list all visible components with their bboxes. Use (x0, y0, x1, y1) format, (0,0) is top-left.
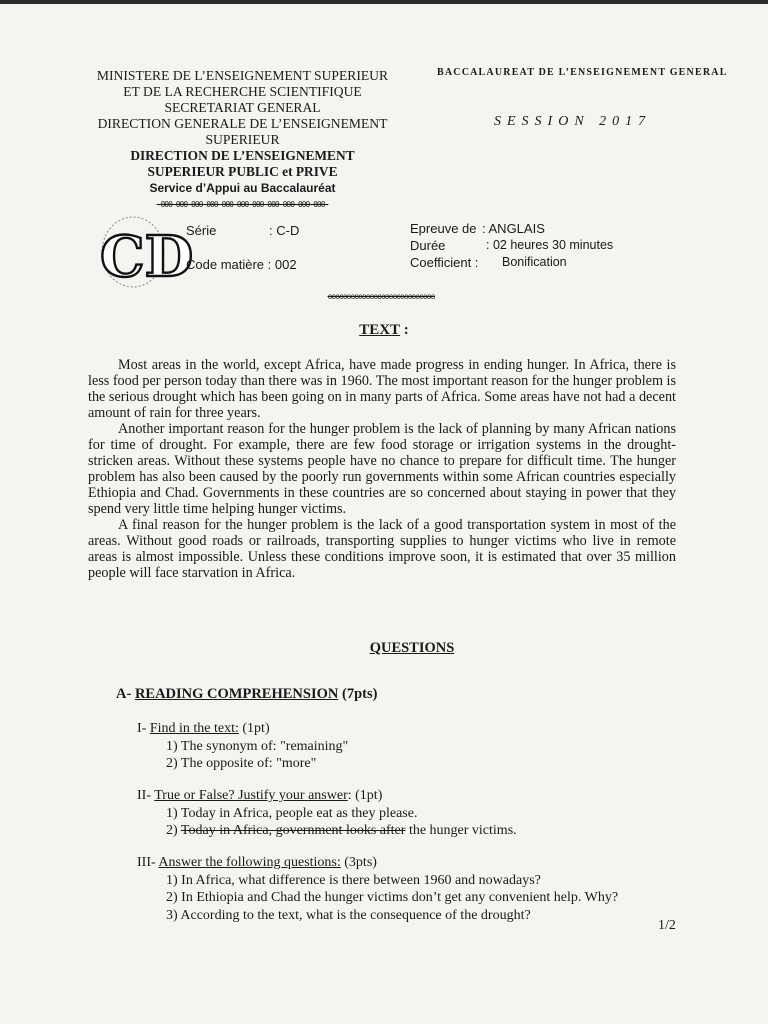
section-a-prefix: A- (116, 686, 135, 702)
ministry-line: DIRECTION GENERALE DE L’ENSEIGNEMENT (97, 116, 388, 131)
part-title: True or False? Justify your answer (154, 788, 348, 803)
question-item: 2) The opposite of: "more" (166, 756, 317, 771)
passage-paragraph: A final reason for the hunger problem is the lack of a good transportation system in most of the areas. Without good roads or railroads, transporting supplies to hunger victims who live in remote areas is almost impossible. Unless these conditions improve soon, it is estimated that over 35 million people will face starvation in Africa. (88, 517, 676, 581)
question-item: 1) Today in Africa, people eat as they please. (166, 805, 418, 821)
ministry-line: MINISTERE DE L’ENSEIGNEMENT SUPERIEUR (96, 68, 389, 83)
cd-seal-logo (98, 214, 194, 290)
struck-text: Today in Africa, government looks after (180, 823, 406, 838)
exam-title: BACCALAUREAT DE L’ENSEIGNEMENT GENERAL (437, 67, 728, 78)
coefficient-label: Coefficient : (410, 255, 479, 270)
text-heading-colon: : (400, 322, 409, 338)
part-number: I- (137, 721, 150, 736)
ministry-line: ET DE LA RECHERCHE SCIENTIFIQUE (123, 84, 362, 99)
direction-line: SUPERIEUR PUBLIC et PRIVE (147, 164, 338, 179)
logo-letters: CD (100, 224, 194, 290)
part-heading (137, 787, 517, 805)
session-label: SESSION 2017 (494, 114, 652, 129)
code-matiere (186, 257, 297, 272)
ministry-header (70, 68, 415, 213)
separator: oooooooooooooooooooooooooooo (327, 292, 435, 301)
page-number: 1/2 (658, 918, 676, 933)
epreuve-value: : ANGLAIS (482, 221, 545, 236)
question-part-3 (137, 854, 618, 924)
part-title: Find in the text: (149, 721, 239, 736)
service-line: Service d’Appui au Baccalauréat (149, 181, 336, 195)
text-heading (0, 322, 768, 339)
question-item: 1) The synonym of: "remaining" (166, 738, 349, 754)
part-points: : (1pt) (347, 788, 383, 803)
question-item: 1) In Africa, what difference is there between 1960 and nowadays? (166, 872, 541, 888)
serie-value: : C-D (269, 223, 300, 238)
section-a-heading (116, 686, 377, 703)
direction-line: DIRECTION DE L’ENSEIGNEMENT (130, 148, 355, 163)
questions-heading (0, 640, 768, 657)
code-label: Code matière : 002 (186, 257, 297, 272)
item-prefix: 2) (166, 823, 181, 838)
passage-paragraph: Most areas in the world, except Africa, have made progress in ending hunger. In Africa, there is less food per person today than there was in 1960. The most important reason for the hunger problem is the serious drought which has been going on in many parts of Africa. Some areas have not had a decent amount of rain for three years. (88, 357, 676, 421)
coefficient-value: Bonification (502, 255, 567, 269)
duree-label: Durée (410, 238, 446, 253)
duree-value: : 02 heures 30 minutes (486, 238, 614, 252)
question-item: 2) In Ethiopia and Chad the hunger victims don’t get any convenient help. Why? (166, 890, 619, 905)
item-rest: the hunger victims. (405, 823, 517, 838)
passage-paragraph: Another important reason for the hunger problem is the lack of planning by many African nations for time of drought. For example, there are few food storage or irrigation systems in the drought-stricken areas. Without these systems people have no chance to prepare for difficult time. The hunger problem has also been caused by the poorly run governments within some African countries especially Ethiopia and Chad. Governments in these countries are so concerned about staying in power that they spend very little time helping hunger victims. (88, 421, 676, 517)
part-title: Answer the following questions: (158, 855, 341, 870)
question-part-2 (137, 787, 517, 840)
epreuve-label: Epreuve de (410, 221, 477, 236)
question-item: 3) According to the text, what is the consequence of the drought? (166, 907, 531, 923)
part-heading (137, 720, 348, 738)
part-points: (3pts) (340, 855, 377, 870)
part-heading (137, 854, 618, 872)
section-a-title: READING COMPREHENSION (134, 686, 339, 702)
questions-heading-label: QUESTIONS (369, 640, 455, 656)
scan-top-border (0, 0, 768, 4)
reading-passage (88, 357, 676, 581)
question-item (137, 822, 517, 840)
ministry-line: SECRETARIAT GENERAL (164, 100, 321, 115)
text-heading-label: TEXT (359, 322, 401, 338)
part-number: III- (137, 855, 159, 870)
part-points: (1pt) (238, 721, 270, 736)
section-a-points: (7pts) (338, 686, 378, 702)
question-part-1 (137, 720, 348, 773)
serie-label: Série (186, 223, 217, 238)
part-number: II- (137, 788, 155, 803)
decorative-separator: -000-000-000-000-000-000-000-000-000-000-000- (156, 200, 329, 209)
ministry-line: SUPERIEUR (205, 132, 280, 147)
